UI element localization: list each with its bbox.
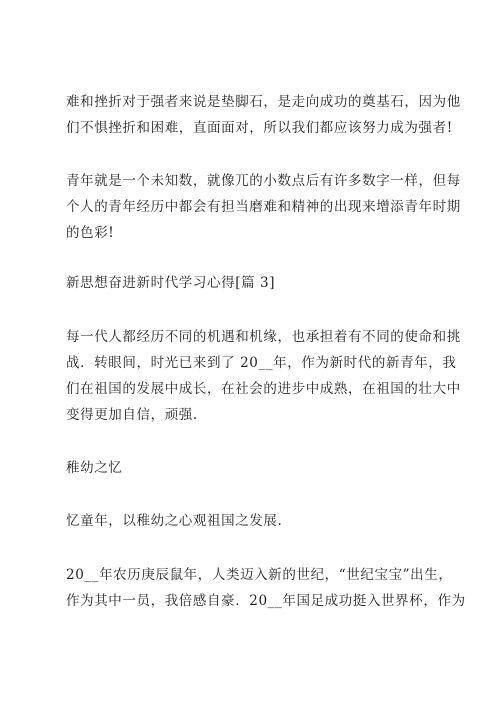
paragraph-line: 20__年农历庚辰鼠年，人类迈入新的世纪，“世纪宝宝”出生， [66,567,453,583]
paragraph-3 [66,324,461,428]
paragraph-5 [66,562,466,614]
paragraph-4 [66,508,446,534]
paragraph-1 [66,89,461,141]
paragraph-line: 忆童年，以稚幼之心观祖国之发展. [66,513,283,529]
paragraph-line: 战．转眼间，时光已来到了 20__年，作为新时代的新青年，我 [66,355,457,371]
paragraph-line: 们不惧挫折和困难，直面面对，所以我们都应该努力成为强者! [66,120,453,136]
paragraph-line: 作为其中一员，我倍感自豪．20__年国足成功挺入世界杯，作为 [66,593,466,609]
heading-line: 新思想奋进新时代学习心得[篇 3] [66,275,276,291]
section-heading [66,270,446,296]
paragraph-line: 变得更加自信，顽强. [66,407,198,423]
paragraph-line: 每一代人都经历不同的机遇和机缘，也承担着有不同的使命和挑 [66,329,461,345]
subheading [66,455,446,481]
paragraph-line: 难和挫折对于强者来说是垫脚石，是走向成功的奠基石，因为他 [66,94,461,110]
paragraph-line: 的色彩! [66,225,115,241]
paragraph-line: 个人的青年经历中都会有担当磨难和精神的出现来增添青年时期 [66,199,461,215]
paragraph-2 [66,168,461,246]
paragraph-line: 青年就是一个未知数，就像兀的小数点后有许多数字一样，但每 [66,173,461,189]
heading-line: 稚幼之忆 [66,460,123,476]
paragraph-line: 们在祖国的发展中成长，在社会的进步中成熟，在祖国的壮大中 [66,381,461,397]
